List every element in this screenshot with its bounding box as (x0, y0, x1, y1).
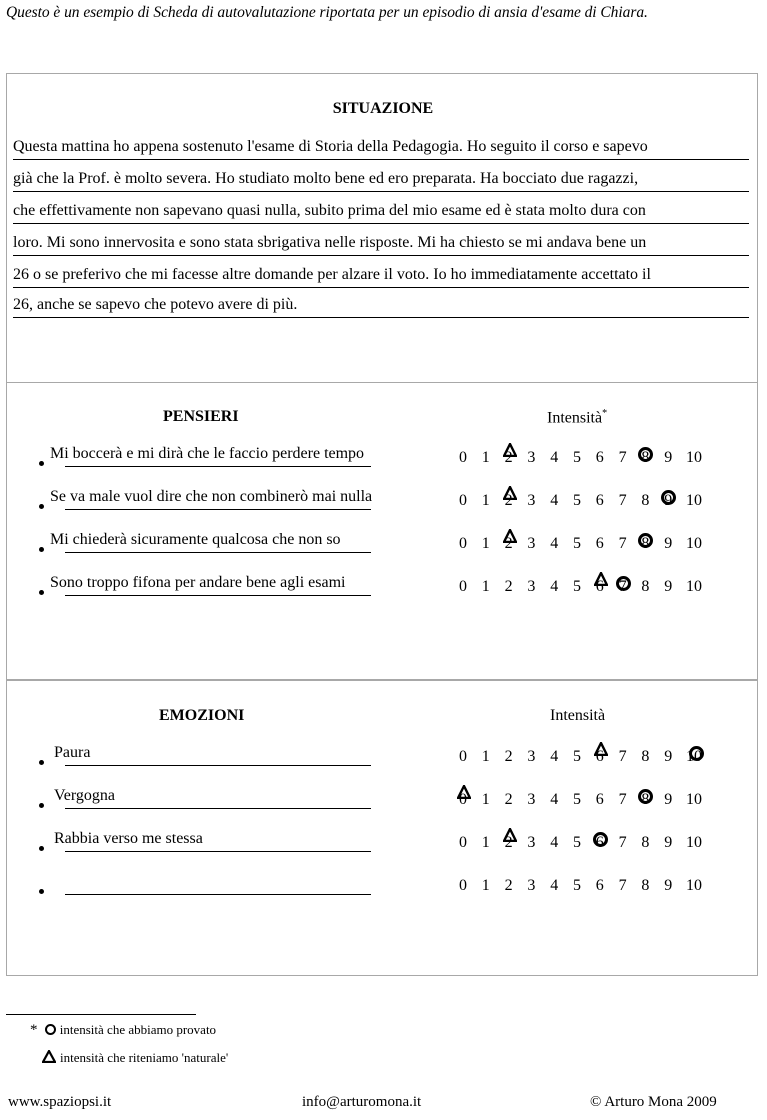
scale-number: 4 (550, 791, 559, 808)
triangle-icon (42, 1050, 56, 1063)
scale-number: 4 (550, 492, 559, 509)
scale-number: 0 (459, 748, 467, 765)
scale-number: 0 (459, 578, 467, 595)
scale-number: 2 (504, 492, 513, 509)
emozioni-title: EMOZIONI (159, 707, 245, 724)
pensieri-panel (6, 381, 758, 681)
circle-icon (45, 1024, 56, 1035)
scale-number: 5 (573, 449, 581, 466)
scale-number: 0 (459, 449, 467, 466)
intensity-scale (455, 791, 715, 813)
natural-triangle-icon (503, 443, 517, 457)
scale-number: 2 (504, 535, 513, 552)
scale-number: 8 (641, 535, 650, 552)
row-underline (65, 509, 371, 510)
scale-number: 6 (595, 877, 604, 894)
scale-number: 9 (664, 877, 673, 894)
scale-number: 1 (481, 791, 490, 808)
scale-number: 10 (686, 578, 702, 595)
intro-text: Questo è un esempio di Scheda di autovalutazione riportata per un episodio di ansia d'esame di Chiara. (6, 4, 648, 21)
scale-number: 10 (686, 791, 702, 808)
row-underline (65, 808, 371, 809)
scale-number: 1 (481, 834, 490, 851)
pensieri-title: PENSIERI (163, 408, 239, 425)
scale-number: 3 (527, 535, 536, 552)
scale-number: 8 (641, 877, 650, 894)
scale-number: 9 (664, 791, 673, 808)
scale-number: 9 (664, 748, 673, 765)
scale-number: 2 (504, 877, 513, 894)
situazione-line: 26, anche se sapevo che potevo avere di più. (13, 294, 749, 318)
scale-number: 4 (550, 535, 559, 552)
scale-number: 4 (550, 834, 559, 851)
natural-triangle-icon (503, 529, 517, 543)
scale-number: 0 (459, 791, 467, 808)
row-text: Mi boccerà e mi dirà che le faccio perdere tempo (50, 445, 365, 462)
scale-number: 7 (618, 449, 627, 466)
scale-number: 10 (686, 535, 702, 552)
scale-number: 4 (550, 748, 559, 765)
scale-number: 3 (527, 748, 536, 765)
scale-number: 2 (504, 791, 513, 808)
scale-number: 1 (481, 535, 490, 552)
legend-natural: intensità che riteniamo 'naturale' (42, 1050, 228, 1066)
scale-number: 2 (504, 834, 513, 851)
row-underline (65, 851, 371, 852)
scale-number: 6 (595, 535, 604, 552)
natural-triangle-icon (594, 742, 608, 756)
row-underline (65, 894, 371, 895)
footer-website: www.spaziopsi.it (8, 1094, 112, 1110)
scale-number: 1 (481, 748, 490, 765)
row-text: Vergogna (54, 787, 116, 804)
scale-number: 1 (481, 877, 490, 894)
row-text: Sono troppo fifona per andare bene agli esami (50, 574, 346, 591)
scale-number: 3 (527, 449, 536, 466)
scale-number: 3 (527, 492, 536, 509)
situazione-title: SITUAZIONE (332, 100, 434, 117)
scale-number: 5 (573, 791, 581, 808)
scale-number: 4 (550, 578, 559, 595)
scale-number: 7 (618, 578, 627, 595)
bullet (39, 846, 44, 851)
scale-number: 7 (618, 791, 627, 808)
felt-circle-icon (689, 746, 704, 761)
situazione-line: già che la Prof. è molto severa. Ho studiato molto bene ed ero preparata. Ha bocciato due ragazzi, (13, 168, 749, 192)
footer-email: info@arturomona.it (302, 1094, 422, 1110)
scale-number: 4 (550, 449, 559, 466)
intensity-scale (455, 877, 715, 899)
scale-number: 5 (573, 834, 581, 851)
legend-felt: * intensità che abbiamo provato (30, 1022, 217, 1038)
scale-number: 7 (618, 492, 627, 509)
scale-number: 3 (527, 578, 536, 595)
scale-number: 8 (641, 791, 650, 808)
scale-number: 2 (504, 449, 513, 466)
emozioni-panel (6, 679, 758, 976)
scale-number: 7 (618, 877, 627, 894)
scale-number: 0 (459, 492, 467, 509)
scale-number: 0 (459, 877, 467, 894)
natural-triangle-icon (457, 785, 471, 799)
scale-number: 7 (618, 834, 627, 851)
scale-number: 9 (664, 492, 673, 509)
situazione-line: 26 o se preferivo che mi facesse altre domande per alzare il voto. Io ho immediatamente accettato il (13, 264, 749, 288)
emozioni-intensity-label: Intensità (550, 707, 606, 724)
scale-number: 7 (618, 535, 627, 552)
scale-number: 8 (641, 834, 650, 851)
situazione-panel (6, 73, 758, 383)
row-text: Mi chiederà sicuramente qualcosa che non so (50, 531, 341, 548)
bullet (39, 760, 44, 765)
scale-number: 3 (527, 791, 536, 808)
situazione-line: Questa mattina ho appena sostenuto l'esame di Storia della Pedagogia. Ho seguito il corso e sapevo (13, 136, 749, 160)
situazione-line: che effettivamente non sapevano quasi nulla, subito prima del mio esame ed è stata molto dura con (13, 200, 749, 224)
scale-number: 6 (595, 791, 604, 808)
felt-circle-icon (616, 576, 631, 591)
bullet (39, 803, 44, 808)
scale-number: 10 (686, 748, 702, 765)
scale-number: 0 (459, 535, 467, 552)
scale-number: 3 (527, 834, 536, 851)
bullet (39, 889, 44, 894)
scale-number: 6 (595, 449, 604, 466)
natural-triangle-icon (503, 828, 517, 842)
row-underline (65, 595, 371, 596)
bullet (39, 547, 44, 552)
scale-number: 5 (573, 578, 581, 595)
scale-number: 1 (481, 492, 490, 509)
pensieri-intensity-label: Intensità* (547, 408, 608, 427)
row-underline (65, 765, 371, 766)
scale-number: 10 (686, 834, 702, 851)
scale-number: 10 (686, 492, 702, 509)
row-text: Se va male vuol dire che non combinerò mai nulla (50, 488, 373, 505)
scale-number: 3 (527, 877, 536, 894)
bullet (39, 590, 44, 595)
scale-number: 5 (573, 877, 581, 894)
scale-number: 2 (504, 748, 513, 765)
natural-triangle-icon (594, 572, 608, 586)
scale-number: 8 (641, 449, 650, 466)
scale-number: 8 (641, 748, 650, 765)
natural-triangle-icon (503, 486, 517, 500)
scale-number: 5 (573, 748, 581, 765)
bullet (39, 504, 44, 509)
scale-number: 10 (686, 877, 702, 894)
scale-number: 9 (664, 834, 673, 851)
felt-circle-icon (593, 832, 608, 847)
bullet (39, 461, 44, 466)
scale-number: 7 (618, 748, 627, 765)
row-underline (65, 552, 371, 553)
scale-number: 1 (481, 449, 490, 466)
row-underline (65, 466, 371, 467)
scale-number: 6 (595, 578, 604, 595)
scale-number: 5 (573, 535, 581, 552)
scale-number: 4 (550, 877, 559, 894)
intensity-scale (455, 492, 715, 514)
scale-number: 8 (641, 578, 650, 595)
situazione-line: loro. Mi sono innervosita e sono stata sbrigativa nelle risposte. Mi ha chiesto se mi andava bene un (13, 232, 749, 256)
scale-number: 0 (459, 834, 467, 851)
intensity-scale (455, 834, 715, 856)
scale-number: 5 (573, 492, 581, 509)
scale-number: 9 (664, 578, 673, 595)
scale-number: 2 (504, 578, 513, 595)
scale-number: 6 (595, 748, 604, 765)
scale-number: 6 (595, 492, 604, 509)
scale-number: 9 (664, 449, 673, 466)
scale-number: 8 (641, 492, 650, 509)
scale-number: 6 (595, 834, 604, 851)
scale-number: 1 (481, 578, 490, 595)
scale-number: 9 (664, 535, 673, 552)
intensity-scale (455, 535, 715, 557)
row-text: Rabbia verso me stessa (54, 830, 203, 847)
footer-copyright: © Arturo Mona 2009 (590, 1094, 717, 1110)
footnote-rule (6, 1014, 196, 1015)
row-text: Paura (54, 744, 91, 761)
scale-number: 10 (686, 449, 702, 466)
intensity-scale (455, 748, 715, 770)
intensity-scale (455, 578, 715, 600)
intensity-scale (455, 449, 715, 471)
